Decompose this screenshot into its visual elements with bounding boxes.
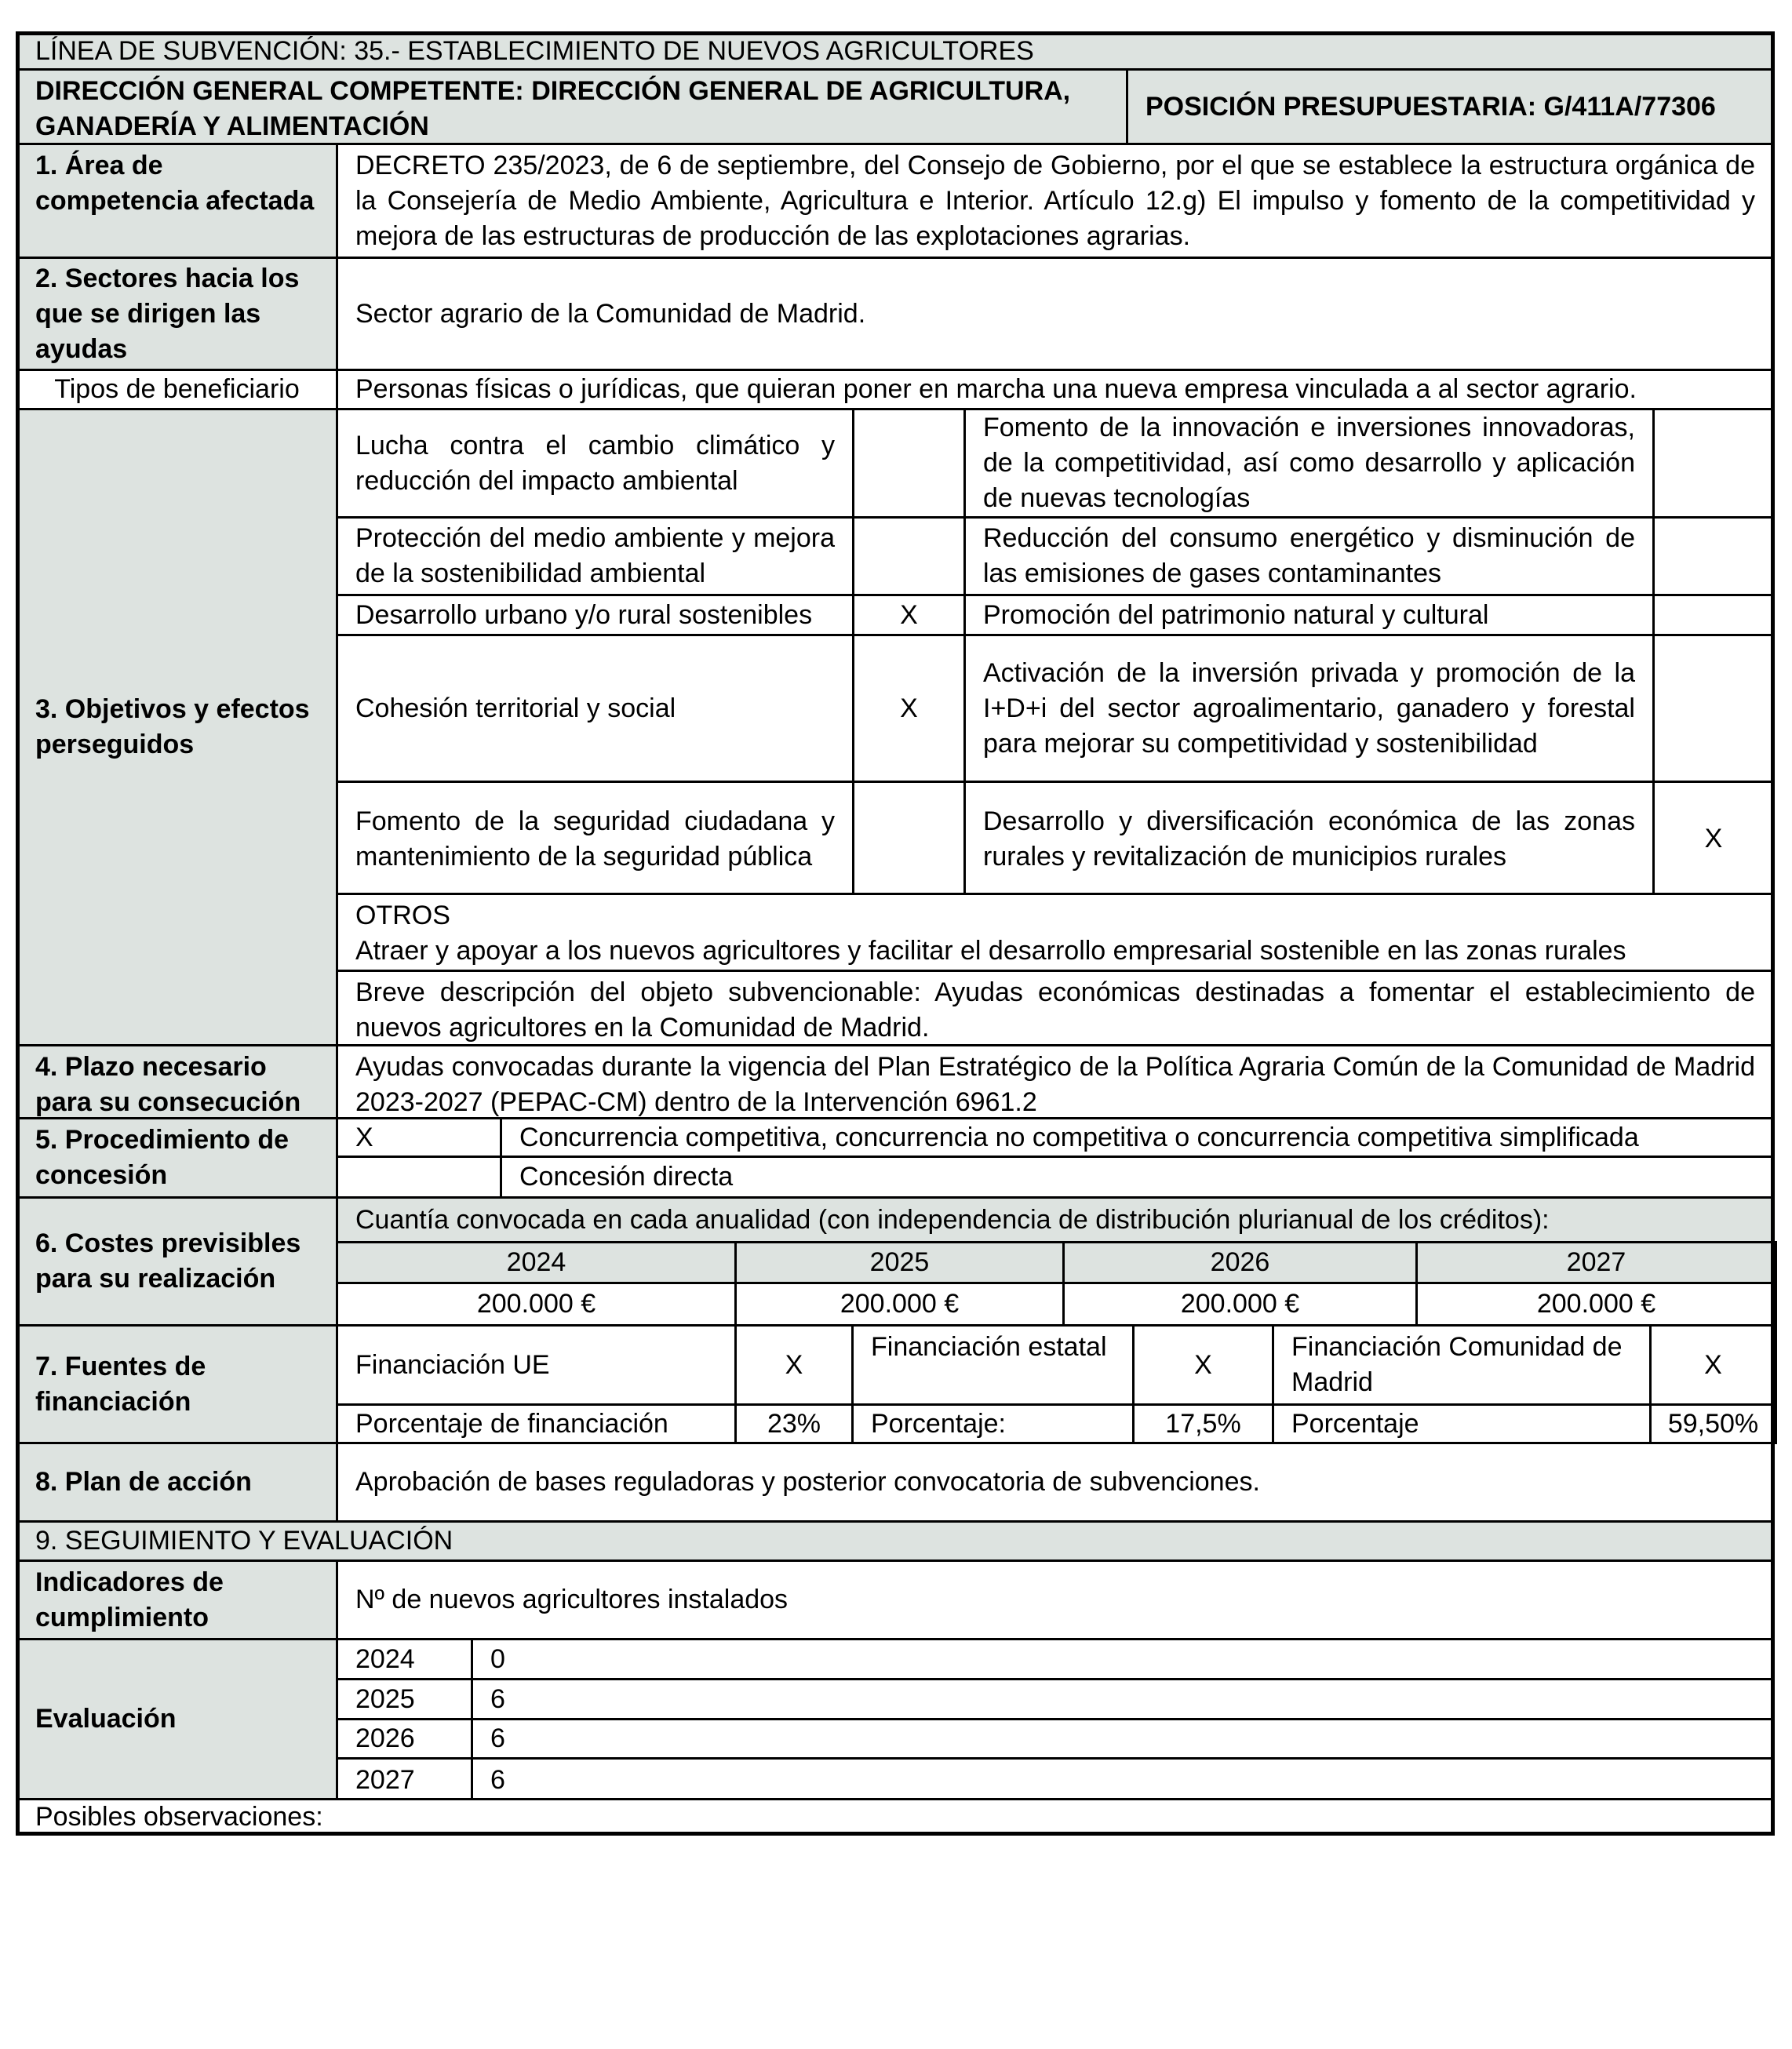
- s9-title-text: 9. SEGUIMIENTO Y EVALUACIÓN: [35, 1526, 453, 1556]
- s4-label: [16, 1044, 338, 1119]
- s5-option-1-text: [500, 1117, 1775, 1158]
- s7-pct-label: [851, 1403, 1135, 1444]
- s7-source-mark-text: X: [785, 1349, 803, 1380]
- s7-source-mark[interactable]: [1649, 1324, 1777, 1406]
- s8-content: [336, 1442, 1775, 1523]
- tipos-label: [16, 369, 338, 410]
- tipos-text: Personas físicas o jurídicas, que quieran poner en marcha una nueva empresa vinculada a al sector agrario.: [355, 374, 1637, 404]
- s3-objective-left-text: Desarrollo urbano y/o rural sostenibles: [355, 599, 813, 630]
- s6-year-text: 2027: [1566, 1247, 1626, 1277]
- s7-pct-label: [1272, 1403, 1652, 1444]
- s6-year: [336, 1241, 737, 1284]
- s3-objective-right: [963, 594, 1655, 636]
- eval-year: [336, 1757, 473, 1803]
- s7-pct-value: [734, 1403, 854, 1444]
- s3-objective-left-mark[interactable]: [852, 781, 966, 897]
- s6-year: [1062, 1241, 1418, 1284]
- s5-option-2-text: [500, 1156, 1775, 1199]
- s3-objective-left-text: Protección del medio ambiente y mejora de la sostenibilidad ambiental: [355, 523, 835, 588]
- eval-value: [471, 1718, 1775, 1760]
- s7-pct-value-text: 17,5%: [1165, 1408, 1241, 1439]
- s7-source-mark[interactable]: [734, 1324, 854, 1406]
- s7-pct-value-text: 23%: [767, 1408, 821, 1439]
- s9-ind-content: [336, 1559, 1775, 1640]
- s2-label: [16, 257, 338, 371]
- s7-source-name-text: Financiación Comunidad de Madrid: [1291, 1332, 1623, 1397]
- eval-label-text: Evaluación: [35, 1704, 177, 1734]
- breve-text: Breve descripción del objeto subvencionable: Ayudas económicas destinadas a fomentar el establecimiento de nuevos agricultores en la Comunidad de Madrid.: [355, 977, 1755, 1043]
- s3-objective-left-mark[interactable]: [852, 408, 966, 519]
- s7-source-name: [336, 1324, 737, 1406]
- s5-label: [16, 1117, 338, 1199]
- s7-pct-label: [336, 1403, 737, 1444]
- linea-subvencion-title: [16, 31, 1775, 71]
- s3-objective-right-text: Reducción del consumo energético y disminución de las emisiones de gases contaminantes: [983, 523, 1635, 588]
- s3-objective-right-text: Promoción del patrimonio natural y cultural: [983, 599, 1489, 630]
- eval-value-text: 6: [490, 1723, 505, 1753]
- s3-objective-right-mark[interactable]: [1652, 516, 1775, 596]
- otros-text: Atraer y apoyar a los nuevos agricultores y facilitar el desarrollo empresarial sostenible en las zonas rurales: [355, 936, 1626, 966]
- s3-objective-right-mark[interactable]: [1652, 408, 1775, 519]
- s3-objective-right-mark[interactable]: [1652, 594, 1775, 636]
- s2-text: Sector agrario de la Comunidad de Madrid.: [355, 298, 866, 329]
- s7-pct-label-text: Porcentaje:: [871, 1408, 1006, 1439]
- tipos-label-text: Tipos de beneficiario: [54, 374, 300, 404]
- s3-objective-right-mark-text: X: [1704, 824, 1723, 853]
- s3-otros: [336, 893, 1775, 972]
- eval-value: [471, 1757, 1775, 1803]
- s6-year-text: 2025: [869, 1247, 930, 1277]
- s3-objective-left-mark[interactable]: [852, 634, 966, 783]
- s6-intro-text: Cuantía convocada en cada anualidad (con independencia de distribución plurianual de los créditos):: [355, 1204, 1550, 1235]
- s1-content: [336, 143, 1775, 259]
- direccion-text: DIRECCIÓN GENERAL COMPETENTE: DIRECCIÓN GENERAL DE AGRICULTURA, GANADERÍA Y ALIMENTACIÓN: [35, 76, 1071, 141]
- s5-label-text: 5. Procedimiento de concesión: [35, 1125, 290, 1190]
- s3-objective-right-text: Desarrollo y diversificación económica de las zonas rurales y revitalización de municipios rurales: [983, 806, 1635, 872]
- s7-source-mark-text: X: [1704, 1349, 1722, 1380]
- s3-otros-block: [355, 898, 1755, 969]
- s7-pct-label-text: Porcentaje de financiación: [355, 1408, 668, 1439]
- direccion-general-cell: [16, 68, 1128, 145]
- posicion-text: POSICIÓN PRESUPUESTARIA: G/411A/77306: [1145, 91, 1716, 122]
- ind-label-text: Indicadores de cumplimiento: [35, 1567, 224, 1632]
- s9-ind-label: [16, 1559, 338, 1640]
- s6-year: [734, 1241, 1065, 1284]
- linea-text: LÍNEA DE SUBVENCIÓN: 35.- ESTABLECIMIENTO DE NUEVOS AGRICULTORES: [35, 35, 1034, 66]
- s6-amount-text: 200.000 €: [1536, 1289, 1656, 1319]
- s7-source-mark-text: X: [1194, 1349, 1212, 1380]
- obs-text: Posibles observaciones:: [35, 1801, 323, 1832]
- s8-text: Aprobación de bases reguladoras y posterior convocatoria de subvenciones.: [355, 1467, 1260, 1497]
- s3-objective-left-mark[interactable]: [852, 594, 966, 636]
- eval-value-text: 6: [490, 1683, 505, 1714]
- s7-source-name: [851, 1324, 1135, 1406]
- s3-objective-left-text: Lucha contra el cambio climático y reducción del impacto ambiental: [355, 430, 835, 496]
- eval-year: [336, 1718, 473, 1760]
- s2-content: [336, 257, 1775, 371]
- s4-content: [336, 1044, 1775, 1119]
- s8-label: [16, 1442, 338, 1523]
- s3-objective-left-mark[interactable]: [852, 516, 966, 596]
- s9-title: [16, 1520, 1775, 1562]
- s4-text: Ayudas convocadas durante la vigencia del Plan Estratégico de la Política Agraria Común de la Comunidad de Madrid 2023-2027 (PEPAC-CM) dentro de la Intervención 6961.2: [355, 1052, 1755, 1117]
- eval-year: [336, 1638, 473, 1680]
- s3-label: [16, 408, 338, 1046]
- s7-source-name-text: Financiación UE: [355, 1349, 550, 1380]
- eval-year-text: 2024: [355, 1643, 415, 1674]
- s6-amount: [336, 1282, 737, 1327]
- s6-amount: [1062, 1282, 1418, 1327]
- s3-objective-left: [336, 634, 854, 783]
- s6-amount-text: 200.000 €: [476, 1289, 596, 1319]
- s3-objective-left: [336, 408, 854, 519]
- s7-source-name: [1272, 1324, 1652, 1406]
- s3-objective-right-text: Activación de la inversión privada y promoción de la I+D+i del sector agroalimentario, ganadero y forestal para mejorar su competitividad y sostenibilidad: [983, 657, 1635, 759]
- s6-amount: [1415, 1282, 1777, 1327]
- ind-text: Nº de nuevos agricultores instalados: [355, 1585, 789, 1614]
- s6-amount: [734, 1282, 1065, 1327]
- s6-year-text: 2026: [1210, 1247, 1270, 1277]
- s4-label-text: 4. Plazo necesario para su consecución: [35, 1052, 301, 1117]
- s7-label-text: 7. Fuentes de financiación: [35, 1351, 206, 1417]
- s3-objective-left-text: Fomento de la seguridad ciudadana y mantenimiento de la seguridad pública: [355, 806, 835, 872]
- tipos-content: [336, 369, 1775, 410]
- s6-amount-text: 200.000 €: [840, 1289, 960, 1319]
- eval-year-text: 2027: [355, 1764, 415, 1795]
- s3-objective-right: [963, 408, 1655, 519]
- s7-pct-label-text: Porcentaje: [1291, 1408, 1419, 1439]
- s1-label: [16, 143, 338, 259]
- s6-intro: [336, 1196, 1775, 1243]
- s5-option-1-mark[interactable]: [336, 1117, 502, 1158]
- s7-label: [16, 1324, 338, 1444]
- s6-label: [16, 1196, 338, 1327]
- s7-pct-value: [1649, 1403, 1777, 1444]
- eval-value-text: 6: [490, 1764, 505, 1795]
- s8-label-text: 8. Plan de acción: [35, 1467, 252, 1497]
- s3-objective-left-mark-text: X: [900, 693, 918, 723]
- observaciones: [16, 1798, 1775, 1836]
- s1-label-text: 1. Área de competencia afectada: [35, 151, 315, 216]
- s7-pct-value: [1132, 1403, 1274, 1444]
- s1-text: DECRETO 235/2023, de 6 de septiembre, del Consejo de Gobierno, por el que se establece la estructura orgánica de la Consejería de Medio Ambiente, Agricultura e Interior. Artículo 12.g) El impulso y fomento de la competitividad y mejora de las estructuras de producción de las explotaciones agrarias.: [355, 151, 1755, 251]
- s3-objective-left: [336, 516, 854, 596]
- s2-label-text: 2. Sectores hacia los que se dirigen las ayudas: [35, 263, 300, 364]
- s6-amount-text: 200.000 €: [1180, 1289, 1300, 1319]
- s3-objective-right-text: Fomento de la innovación e inversiones innovadoras, de la competitividad, así como desarrollo y aplicación de nuevas tecnologías: [983, 413, 1635, 513]
- s3-objective-right-mark[interactable]: [1652, 781, 1775, 897]
- s3-objective-right: [963, 781, 1655, 897]
- eval-year-text: 2026: [355, 1723, 415, 1753]
- s3-objective-left-text: Cohesión territorial y social: [355, 693, 676, 723]
- s3-objective-right-mark[interactable]: [1652, 634, 1775, 783]
- otros-label: OTROS: [355, 901, 450, 930]
- s3-objective-left: [336, 781, 854, 897]
- eval-value-text: 0: [490, 1643, 505, 1674]
- s5-text-1: Concurrencia competitiva, concurrencia no competitiva o concurrencia competitiva simplificada: [519, 1122, 1639, 1152]
- s5-text-2: Concesión directa: [519, 1162, 734, 1192]
- s3-objective-left: [336, 594, 854, 636]
- s3-breve: [336, 970, 1775, 1046]
- s5-option-2-mark[interactable]: [336, 1156, 502, 1199]
- s3-objective-right: [963, 634, 1655, 783]
- s7-pct-value-text: 59,50%: [1667, 1408, 1759, 1439]
- s3-objective-right: [963, 516, 1655, 596]
- eval-value: [471, 1678, 1775, 1720]
- eval-year-text: 2025: [355, 1683, 415, 1714]
- posicion-presupuestaria-cell: [1126, 68, 1775, 145]
- s6-label-text: 6. Costes previsibles para su realización: [35, 1228, 301, 1294]
- s9-eval-label: [16, 1638, 338, 1800]
- s7-source-mark[interactable]: [1132, 1324, 1274, 1406]
- s3-label-text: 3. Objetivos y efectos perseguidos: [35, 694, 310, 759]
- s6-year: [1415, 1241, 1777, 1284]
- eval-value: [471, 1638, 1775, 1680]
- s7-source-name-text: Financiación estatal: [871, 1332, 1107, 1362]
- eval-year: [336, 1678, 473, 1720]
- s3-objective-left-mark-text: X: [900, 599, 918, 630]
- s6-year-text: 2024: [506, 1247, 566, 1277]
- s5-mark-1: X: [355, 1122, 373, 1152]
